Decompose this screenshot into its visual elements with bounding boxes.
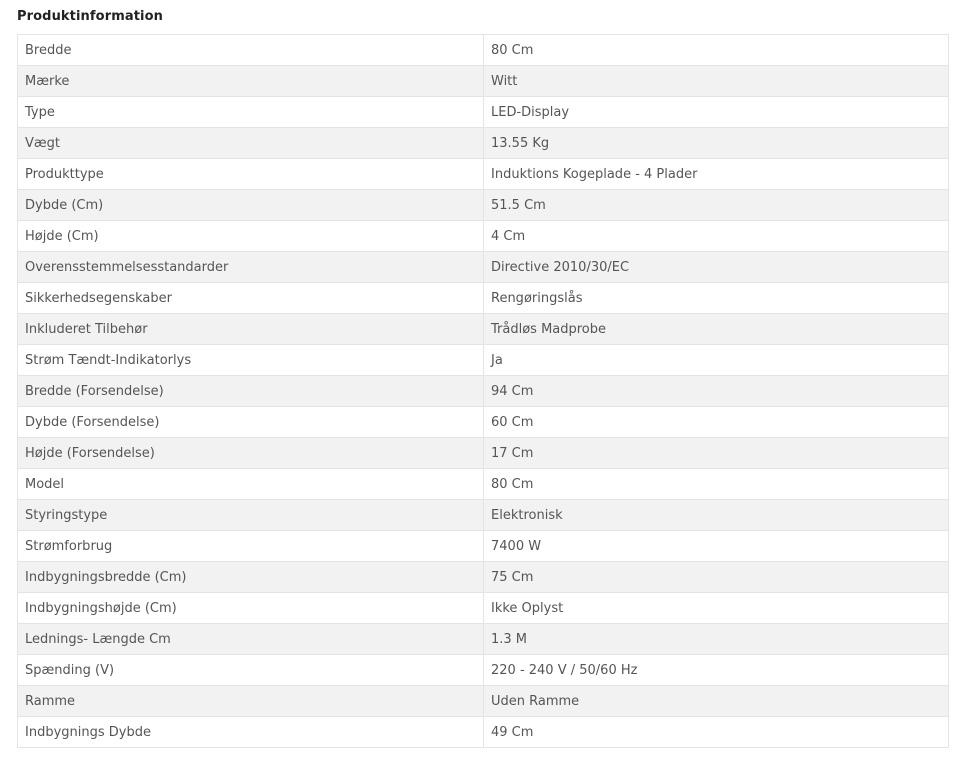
table-row — [18, 97, 949, 128]
spec-label: Dybde (Forsendelse) — [18, 407, 484, 438]
spec-value: 1.3 M — [484, 624, 949, 655]
table-row — [18, 252, 949, 283]
table-row — [18, 66, 949, 97]
spec-value: 94 Cm — [484, 376, 949, 407]
spec-value: 80 Cm — [484, 469, 949, 500]
spec-label: Bredde — [18, 35, 484, 66]
table-row — [18, 314, 949, 345]
spec-value: 49 Cm — [484, 717, 949, 748]
table-row — [18, 686, 949, 717]
spec-label: Ramme — [18, 686, 484, 717]
spec-value: Trådløs Madprobe — [484, 314, 949, 345]
spec-value: Ikke Oplyst — [484, 593, 949, 624]
spec-label: Indbygnings Dybde — [18, 717, 484, 748]
table-row — [18, 624, 949, 655]
spec-label: Indbygningsbredde (Cm) — [18, 562, 484, 593]
spec-label: Sikkerhedsegenskaber — [18, 283, 484, 314]
spec-label: Indbygningshøjde (Cm) — [18, 593, 484, 624]
spec-label: Strøm Tændt-Indikatorlys — [18, 345, 484, 376]
spec-value: Witt — [484, 66, 949, 97]
spec-value: LED-Display — [484, 97, 949, 128]
spec-value: Induktions Kogeplade - 4 Plader — [484, 159, 949, 190]
spec-value: 4 Cm — [484, 221, 949, 252]
spec-label: Styringstype — [18, 500, 484, 531]
spec-label: Lednings- Længde Cm — [18, 624, 484, 655]
table-row — [18, 500, 949, 531]
spec-label: Type — [18, 97, 484, 128]
spec-value: Elektronisk — [484, 500, 949, 531]
spec-label: Spænding (V) — [18, 655, 484, 686]
table-row — [18, 593, 949, 624]
table-row — [18, 438, 949, 469]
table-row — [18, 655, 949, 686]
table-row — [18, 469, 949, 500]
table-row — [18, 128, 949, 159]
table-row — [18, 283, 949, 314]
spec-value: 51.5 Cm — [484, 190, 949, 221]
table-row — [18, 717, 949, 748]
product-info-table — [17, 34, 949, 748]
spec-value: 220 - 240 V / 50/60 Hz — [484, 655, 949, 686]
spec-value: 80 Cm — [484, 35, 949, 66]
spec-label: Strømforbrug — [18, 531, 484, 562]
table-row — [18, 531, 949, 562]
spec-label: Bredde (Forsendelse) — [18, 376, 484, 407]
spec-label: Produkttype — [18, 159, 484, 190]
spec-label: Overensstemmelsesstandarder — [18, 252, 484, 283]
table-row — [18, 35, 949, 66]
table-row — [18, 159, 949, 190]
spec-value: Directive 2010/30/EC — [484, 252, 949, 283]
spec-value: 17 Cm — [484, 438, 949, 469]
section-title: Produktinformation — [17, 9, 163, 24]
table-row — [18, 407, 949, 438]
spec-label: Højde (Forsendelse) — [18, 438, 484, 469]
spec-label: Inkluderet Tilbehør — [18, 314, 484, 345]
spec-value: 13.55 Kg — [484, 128, 949, 159]
table-row — [18, 376, 949, 407]
table-row — [18, 190, 949, 221]
spec-value: Ja — [484, 345, 949, 376]
spec-label: Model — [18, 469, 484, 500]
spec-value: 75 Cm — [484, 562, 949, 593]
spec-value: Rengøringslås — [484, 283, 949, 314]
spec-label: Vægt — [18, 128, 484, 159]
table-row — [18, 562, 949, 593]
table-row — [18, 345, 949, 376]
spec-label: Højde (Cm) — [18, 221, 484, 252]
spec-label: Dybde (Cm) — [18, 190, 484, 221]
table-row — [18, 221, 949, 252]
spec-value: Uden Ramme — [484, 686, 949, 717]
spec-value: 7400 W — [484, 531, 949, 562]
spec-value: 60 Cm — [484, 407, 949, 438]
spec-label: Mærke — [18, 66, 484, 97]
